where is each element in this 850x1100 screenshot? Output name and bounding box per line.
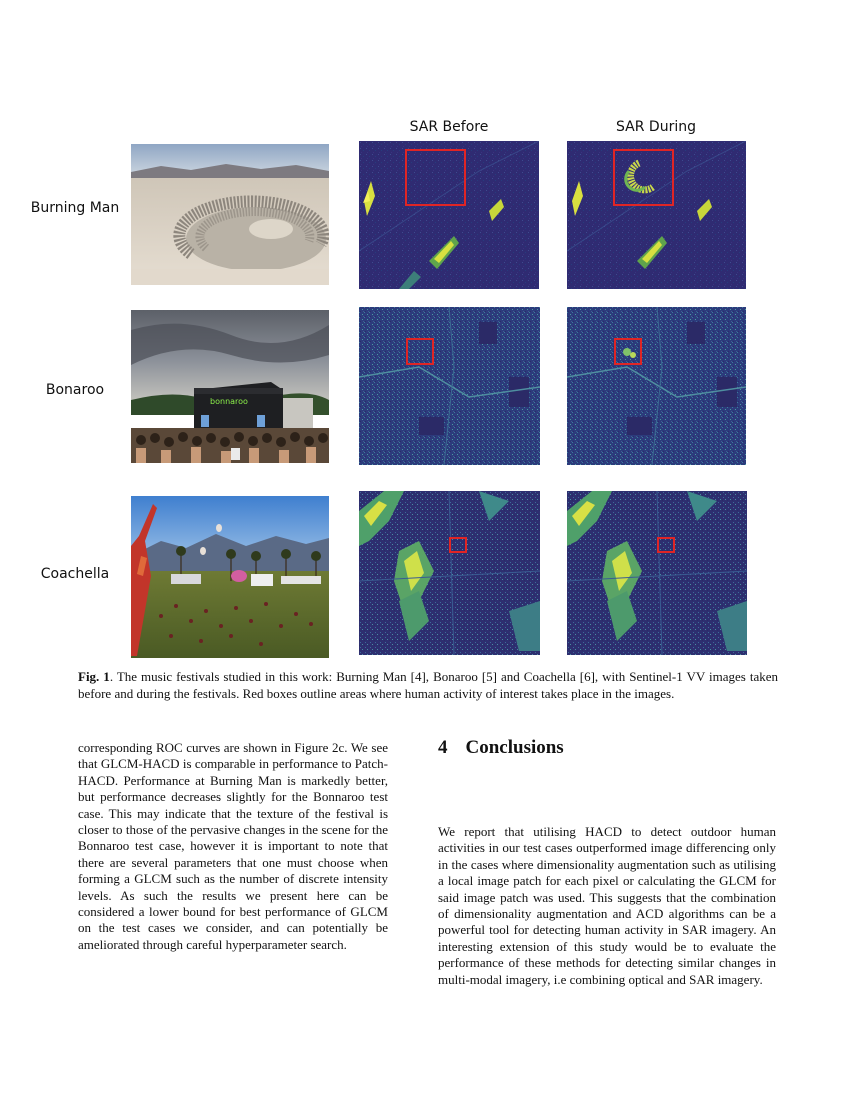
- bonaroo-before-red-box: [406, 338, 434, 365]
- burning-man-sar-during: [567, 141, 746, 289]
- bonaroo-during-red-box: [614, 338, 642, 365]
- section-heading: [438, 737, 582, 759]
- burning-man-photo: [131, 144, 329, 285]
- coachella-during-red-box: [657, 537, 675, 553]
- row-label-coachella: Coachella: [40, 566, 110, 582]
- coachella-photo: [131, 496, 329, 658]
- column-header-sar-before: SAR Before: [409, 119, 489, 135]
- stage-sign-text: bonnaroo: [210, 397, 248, 406]
- conclusions-text: We report that utilising HACD to detect outdoor human activities in our test cases outperformed image differencing only in the cases where dimensionality augmentation such as utilising a local image patch for each pixel or calculating the GLCM for said image patch was used. This suggests that the combination of dimensionality augmentation and ACD algorithms can be a powerful tool for detecting human activity in SAR imagery. An interesting extension of this study would be to evaluate the performance of these methods for detecting similar changes in multi-modal imagery, i.e combining optical and SAR imagery.: [438, 824, 776, 987]
- row-label-burning-man: Burning Man: [30, 200, 120, 216]
- bonaroo-photo: [131, 310, 329, 463]
- caption-label: Fig. 1: [78, 669, 110, 684]
- coachella-sar-during: [567, 491, 747, 655]
- burning-man-before-red-box: [405, 149, 466, 206]
- caption-text: . The music festivals studied in this work: Burning Man [4], Bonaroo [5] and Coachella [6], with Sentinel-1 VV images taken before and during the festivals. Red boxes outline areas where human activity of interest takes place in the images.: [78, 669, 778, 701]
- coachella-sar-before: [359, 491, 540, 655]
- section-number: 4: [438, 737, 448, 758]
- bonaroo-sar-during: [567, 307, 746, 465]
- column-header-sar-during: SAR During: [616, 119, 696, 135]
- coachella-before-red-box: [449, 537, 467, 553]
- section-title: Conclusions: [465, 737, 564, 758]
- burning-man-during-red-box: [613, 149, 674, 206]
- left-column-text: corresponding ROC curves are shown in Figure 2c. We see that GLCM-HACD is comparable in performance to Patch-HACD. Performance at Burning Man is markedly better, but performance decreases slightly for the Bonnaroo test case. This may indicate that the texture of the festival is closer to those of the pervasive changes in the scene for the Bonnaroo test case, however it is important to note that there are several parameters that one must choose when forming a GLCM such as the number of discrete intensity levels. As such the results we present here can be considered a lower bound for best performance of GLCM on the test cases we consider, and can potentially be ameliorated through careful hyperparameter search.: [78, 740, 388, 952]
- row-label-bonaroo: Bonaroo: [45, 382, 105, 398]
- figure-caption: [78, 668, 778, 702]
- burning-man-sar-before: [359, 141, 539, 289]
- bonaroo-sar-before: [359, 307, 540, 465]
